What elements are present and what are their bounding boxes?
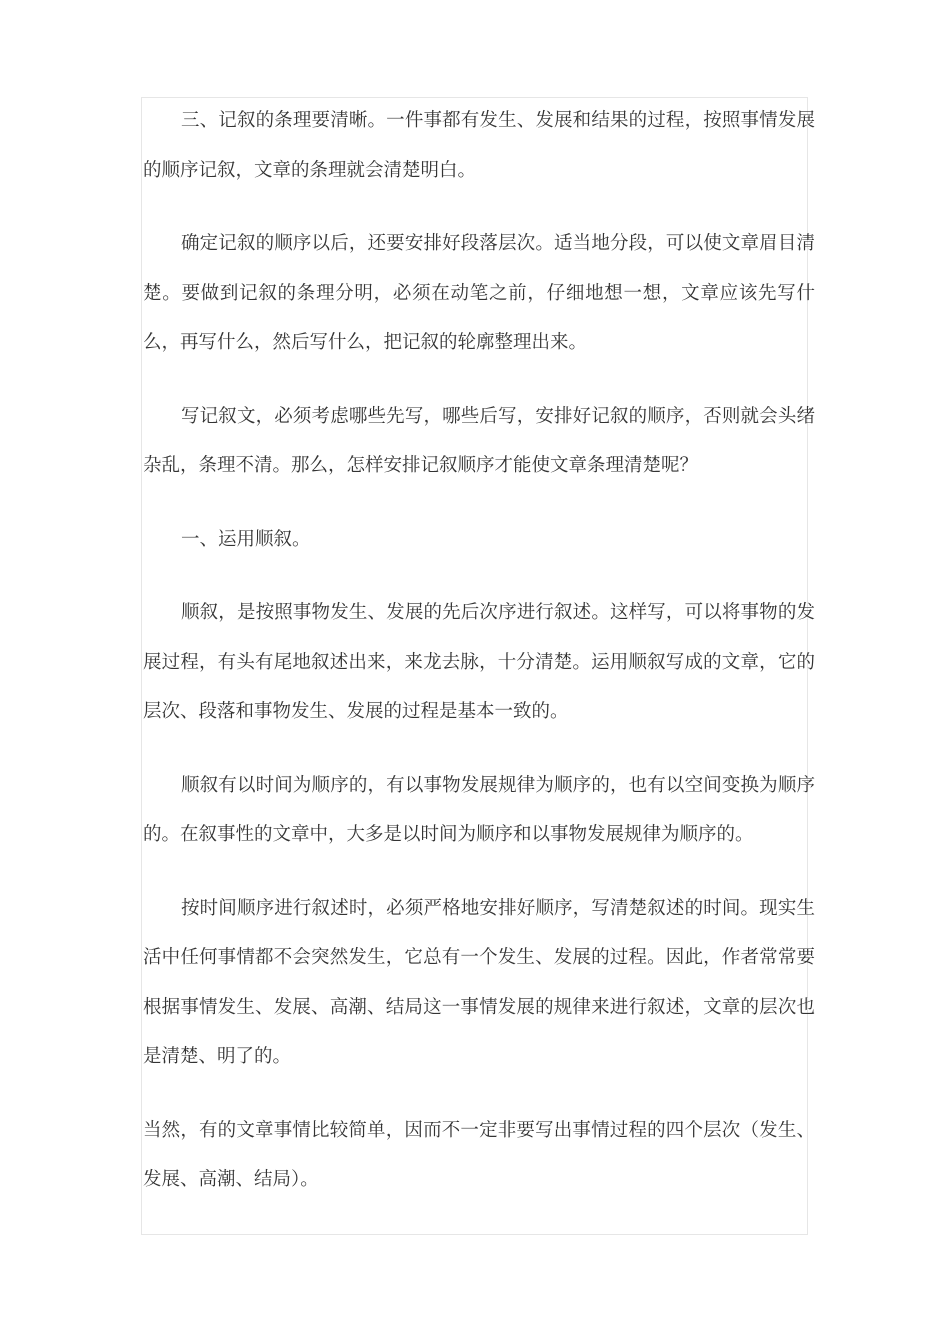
paragraph-2: 确定记叙的顺序以后，还要安排好段落层次。适当地分段，可以使文章眉目清楚。要做到记叙的条理分明，必须在动笔之前，仔细地想一想，文章应该先写什么，再写什么，然后写什么，把记叙的轮廓整理出来。 [143,233,815,353]
paragraph-3: 写记叙文，必须考虑哪些先写，哪些后写，安排好记叙的顺序，否则就会头绪杂乱，条理不清。那么，怎样安排记叙顺序才能使文章条理清楚呢？ [143,405,815,476]
paragraph-5: 顺叙，是按照事物发生、发展的先后次序进行叙述。这样写，可以将事物的发展过程，有头有尾地叙述出来，来龙去脉，十分清楚。运用顺叙写成的文章，它的层次、段落和事物发生、发展的过程是基本一致的。 [143,602,815,722]
paragraph-1: 三、记叙的条理要清晰。一件事都有发生、发展和结果的过程，按照事情发展的顺序记叙，文章的条理就会清楚明白。 [143,110,815,181]
section-heading-shunxu: 一、运用顺叙。 [181,528,311,550]
paragraph-8: 当然，有的文章事情比较简单，因而不一定非要写出事情过程的四个层次（发生、发展、高潮、结局）。 [143,1119,815,1190]
document-body [143,96,815,1229]
paragraph-7: 按时间顺序进行叙述时，必须严格地安排好顺序，写清楚叙述的时间。现实生活中任何事情都不会突然发生，它总有一个发生、发展的过程。因此，作者常常要根据事情发生、发展、高潮、结局这一事情发展的规律来进行叙述，文章的层次也是清楚、明了的。 [143,897,815,1067]
paragraph-6: 顺叙有以时间为顺序的，有以事物发展规律为顺序的，也有以空间变换为顺序的。在叙事性的文章中，大多是以时间为顺序和以事物发展规律为顺序的。 [143,774,815,845]
